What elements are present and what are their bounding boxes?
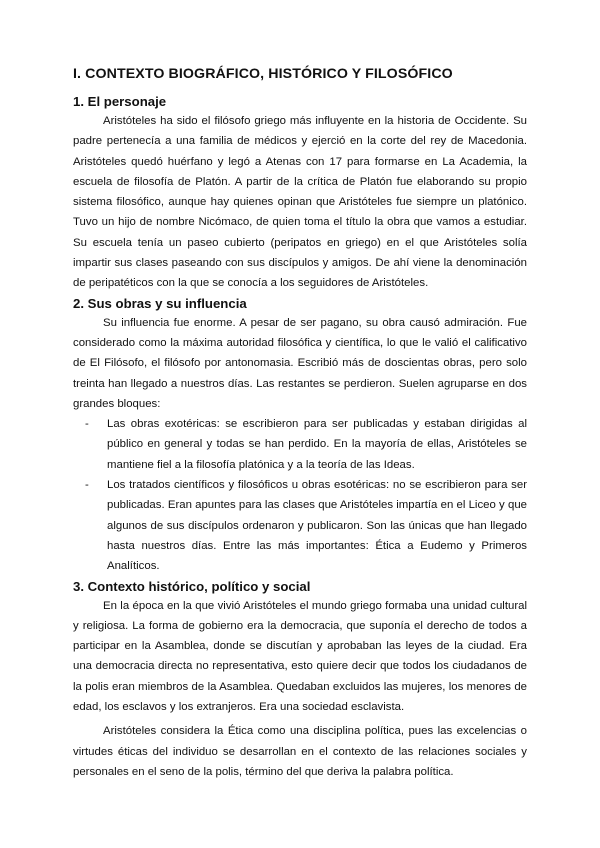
works-list [73, 414, 527, 576]
section-el-personaje [73, 94, 527, 294]
section-heading: 3. Contexto histórico, político y social [73, 578, 311, 594]
section-obras-influencia [73, 296, 527, 577]
dash-bullet-icon: - [85, 479, 89, 492]
section-contexto-historico [73, 579, 527, 783]
list-item [73, 475, 527, 576]
paragraph: Aristóteles ha sido el filósofo griego más influyente en la historia de Occidente. Su padre pertenecía a una familia de médicos y ejerció en la corte del rey de Macedonia. Aristóteles quedó huérfano y legó a Atenas con 17 para formarse en La Academia, la escuela de filosofía de Platón. A partir de la crítica de Platón fue elaborando su propio sistema filosófico, aunque hay quienes opinan que Aristóteles fue siempre un platónico. Tuvo un hijo de nombre Nicómaco, de quien toma el título la obra que vamos a estudiar. Su escuela tenía un paseo cubierto (peripatos en griego) en el que Aristóteles solía impartir sus clases paseando con sus discípulos y amigos. De ahí viene la denominación de peripatéticos con la que se conocía a los seguidores de Aristóteles. [73, 115, 527, 290]
list-item-text: Las obras exotéricas: se escribieron para ser publicadas y estaban dirigidas al público en general y todas se han perdido. En la mayoría de ellas, Aristóteles se mantiene fiel a la filosofía platónica y a la teoría de las Ideas. [107, 418, 527, 471]
paragraph: En la época en la que vivió Aristóteles el mundo griego formaba una unidad cultural y religiosa. La forma de gobierno era la democracia, que suponía el derecho de todos a participar en la Asamblea, donde se discutían y aprobaban las leyes de la ciudad. Era una democracia directa no representativa, esto quiere decir que todos los ciudadanos de la polis eran miembros de la Asamblea. Quedaban excluidos las mujeres, los menores de edad, los esclavos y los extranjeros. Era una sociedad esclavista. [73, 599, 527, 714]
section-heading: 2. Sus obras y su influencia [73, 295, 247, 311]
document-title: I. CONTEXTO BIOGRÁFICO, HISTÓRICO Y FILOSÓFICO [73, 66, 453, 82]
list-item-text: Los tratados científicos y filosóficos u obras esotéricas: no se escribieron para ser publicadas. Eran apuntes para las clases que Aristóteles impartía en el Liceo y que algunos de sus discípulos ordenaron y publicaron. Son las únicas que han llegado hasta nuestros días. Entre las más importantes: Ética a Eudemo y Primeros Analíticos. [107, 479, 527, 573]
dash-bullet-icon: - [85, 418, 89, 431]
paragraph: Aristóteles considera la Ética como una disciplina política, pues las excelencias o virtudes éticas del individuo se desarrollan en el contexto de las relaciones sociales y personales en el seno de la polis, término del que deriva la palabra política. [73, 725, 527, 778]
section-heading: 1. El personaje [73, 94, 167, 109]
paragraph: Su influencia fue enorme. A pesar de ser pagano, su obra causó admiración. Fue considerado como la máxima autoridad filosófica y científica, lo que le valió el calificativo de El Filósofo, el filósofo por antonomasia. Escribió más de doscientas obras, pero solo treinta han llegado a nuestros días. Las restantes se perdieron. Suelen agruparse en dos grandes bloques: [73, 316, 527, 410]
list-item [73, 414, 527, 475]
